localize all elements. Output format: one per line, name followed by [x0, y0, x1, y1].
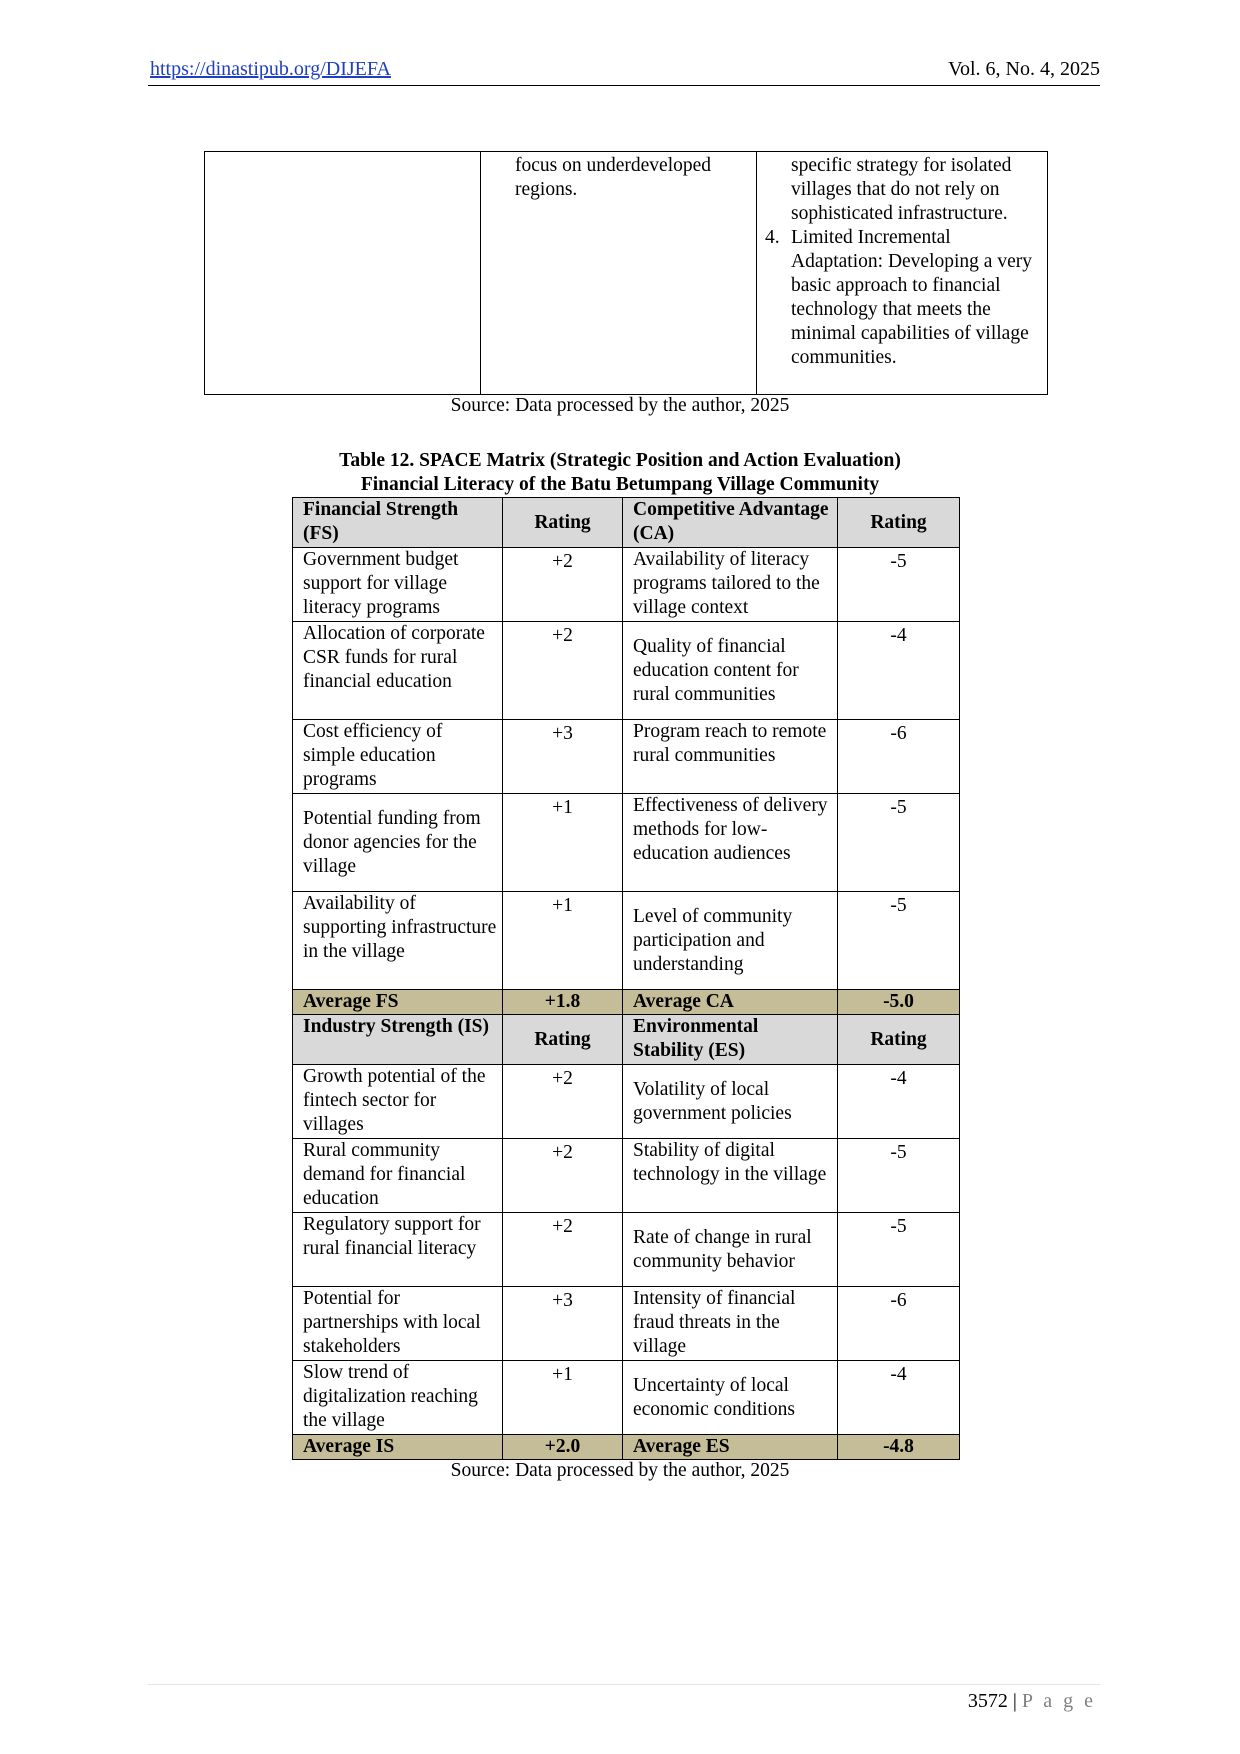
- header-rating: Rating: [503, 498, 623, 548]
- list-number: 4.: [765, 227, 780, 248]
- is-factor: Potential for partnerships with local stakeholders: [293, 1287, 503, 1361]
- table-row: [293, 1139, 960, 1213]
- table-header-row: [293, 1015, 960, 1065]
- is-rating: +2: [503, 1139, 623, 1213]
- page-word: P a g e: [1021, 1690, 1096, 1712]
- table-row: [293, 548, 960, 622]
- volume-info: Vol. 6, No. 4, 2025: [948, 58, 1100, 80]
- header-rating: Rating: [838, 1015, 960, 1065]
- fs-rating: +1: [503, 892, 623, 990]
- average-is-value: +2.0: [503, 1435, 623, 1460]
- header-is: Industry Strength (IS): [293, 1015, 503, 1065]
- fs-rating: +2: [503, 622, 623, 720]
- header-rating: Rating: [838, 498, 960, 548]
- average-fs-label: Average FS: [293, 990, 503, 1015]
- header-ca: Competitive Advantage (CA): [623, 498, 838, 548]
- average-es-value: -4.8: [838, 1435, 960, 1460]
- es-rating: -5: [838, 1213, 960, 1287]
- ca-factor: Effectiveness of delivery methods for low-education audiences: [623, 794, 838, 892]
- es-rating: -5: [838, 1139, 960, 1213]
- table-11-continuation: [204, 151, 1048, 395]
- ca-rating: -5: [838, 892, 960, 990]
- footer-separator: |: [1012, 1690, 1017, 1712]
- fs-factor: Government budget support for village literacy programs: [293, 548, 503, 622]
- is-rating: +2: [503, 1065, 623, 1139]
- table-row: [205, 152, 1048, 395]
- list-item-text: Limited Incremental Adaptation: Developing a very basic approach to financial technology that meets the minimal capabilities of village communities.: [791, 227, 1032, 368]
- is-factor: Rural community demand for financial education: [293, 1139, 503, 1213]
- list-item-continued: specific strategy for isolated villages that do not rely on sophisticated infrastructure.: [791, 155, 1012, 224]
- fs-rating: +2: [503, 548, 623, 622]
- table-row: [293, 1065, 960, 1139]
- table-cell: focus on underdeveloped regions.: [481, 152, 757, 395]
- ca-factor: Availability of literacy programs tailored to the village context: [623, 548, 838, 622]
- es-rating: -6: [838, 1287, 960, 1361]
- es-factor: Uncertainty of local economic conditions: [623, 1361, 838, 1435]
- header-rating: Rating: [503, 1015, 623, 1065]
- table-row: [293, 1287, 960, 1361]
- es-factor: Intensity of financial fraud threats in the village: [623, 1287, 838, 1361]
- page-footer: [968, 1690, 1096, 1713]
- average-ca-value: -5.0: [838, 990, 960, 1015]
- es-factor: Rate of change in rural community behavior: [623, 1213, 838, 1287]
- is-factor: Regulatory support for rural financial literacy: [293, 1213, 503, 1287]
- table-row: [293, 1361, 960, 1435]
- es-rating: -4: [838, 1361, 960, 1435]
- average-row: [293, 1435, 960, 1460]
- es-factor: Volatility of local government policies: [623, 1065, 838, 1139]
- ca-rating: -5: [838, 794, 960, 892]
- is-rating: +1: [503, 1361, 623, 1435]
- header-rule: [148, 85, 1100, 86]
- journal-link[interactable]: https://dinastipub.org/DIJEFA: [150, 58, 391, 80]
- fs-factor: Cost efficiency of simple education programs: [293, 720, 503, 794]
- table-row: [293, 622, 960, 720]
- table-cell: [757, 152, 1048, 395]
- table-source-note: Source: Data processed by the author, 2025: [450, 1460, 790, 1481]
- fs-factor: Potential funding from donor agencies for the village: [293, 794, 503, 892]
- table-row: [293, 892, 960, 990]
- fs-rating: +1: [503, 794, 623, 892]
- ca-rating: -5: [838, 548, 960, 622]
- table-header-row: [293, 498, 960, 548]
- is-rating: +2: [503, 1213, 623, 1287]
- es-rating: -4: [838, 1065, 960, 1139]
- table-caption: [0, 449, 1240, 497]
- is-factor: Slow trend of digitalization reaching the village: [293, 1361, 503, 1435]
- ca-factor: Level of community participation and understanding: [623, 892, 838, 990]
- average-row: [293, 990, 960, 1015]
- average-is-label: Average IS: [293, 1435, 503, 1460]
- header-es: Environmental Stability (ES): [623, 1015, 838, 1065]
- header-fs: Financial Strength (FS): [293, 498, 503, 548]
- table-cell: [205, 152, 481, 395]
- average-ca-label: Average CA: [623, 990, 838, 1015]
- table-row: [293, 794, 960, 892]
- ca-factor: Quality of financial education content for rural communities: [623, 622, 838, 720]
- table-row: [293, 720, 960, 794]
- list-item: [765, 226, 1043, 370]
- ca-rating: -6: [838, 720, 960, 794]
- fs-factor: Availability of supporting infrastructure in the village: [293, 892, 503, 990]
- ca-factor: Program reach to remote rural communities: [623, 720, 838, 794]
- average-es-label: Average ES: [623, 1435, 838, 1460]
- fs-factor: Allocation of corporate CSR funds for rural financial education: [293, 622, 503, 720]
- is-rating: +3: [503, 1287, 623, 1361]
- page-number: 3572: [967, 1690, 1008, 1712]
- es-factor: Stability of digital technology in the village: [623, 1139, 838, 1213]
- fs-rating: +3: [503, 720, 623, 794]
- average-fs-value: +1.8: [503, 990, 623, 1015]
- ca-rating: -4: [838, 622, 960, 720]
- table-row: [293, 1213, 960, 1287]
- table-source-note: Source: Data processed by the author, 2025: [450, 395, 790, 416]
- footer-rule: [148, 1684, 1100, 1685]
- caption-line-1: Table 12. SPACE Matrix (Strategic Position and Action Evaluation): [339, 450, 901, 471]
- space-matrix-table: [292, 497, 960, 1460]
- caption-line-2: Financial Literacy of the Batu Betumpang Village Community: [360, 474, 880, 495]
- is-factor: Growth potential of the fintech sector for villages: [293, 1065, 503, 1139]
